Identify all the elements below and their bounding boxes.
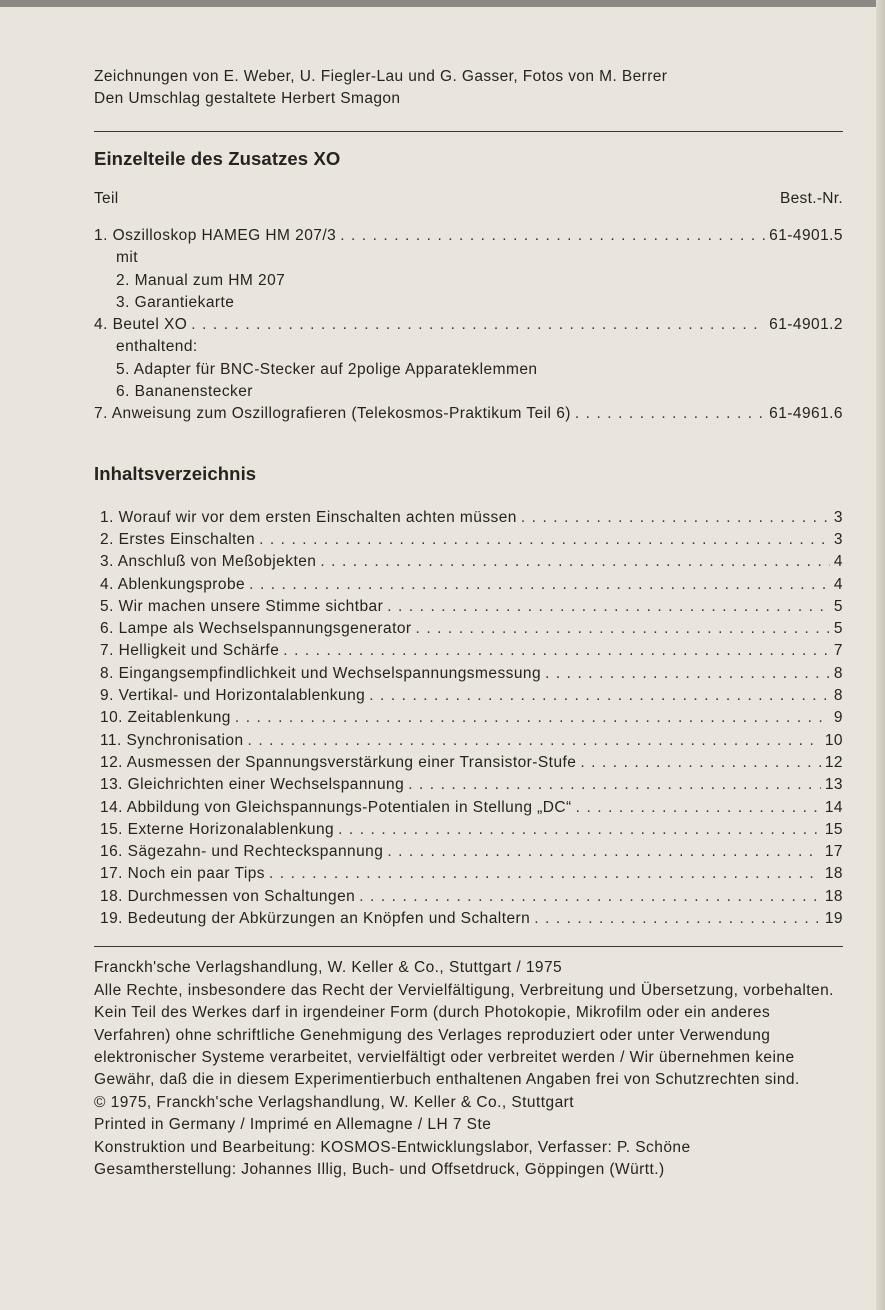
toc-entry-label: 5. Wir machen unsere Stimme sichtbar <box>100 597 384 615</box>
dot-leader <box>340 225 765 247</box>
toc-entry-number: 3 <box>833 508 843 526</box>
toc-entry <box>100 730 843 752</box>
parts-column-headers <box>94 190 843 208</box>
toc-entry-number: 18 <box>824 865 843 883</box>
parts-item-number: 61-4901.2 <box>769 316 843 334</box>
document-page <box>94 66 843 1181</box>
dot-leader <box>575 403 765 425</box>
toc-entry-number: 9 <box>833 709 843 727</box>
toc-entry <box>100 507 843 529</box>
parts-item-label: 5. Adapter für BNC-Stecker auf 2polige Apparateklemmen <box>116 360 538 378</box>
toc-entry <box>100 551 843 573</box>
toc-entry-number: 4 <box>833 575 843 593</box>
dot-leader <box>387 596 830 618</box>
column-header-part: Teil <box>94 190 119 207</box>
toc-entry <box>100 886 843 908</box>
toc-entry-label: 1. Worauf wir vor dem ersten Einschalten achten müssen <box>100 508 517 526</box>
toc-entry-label: 13. Gleichrichten einer Wechselspannung <box>100 776 405 794</box>
toc-entry-label: 8. Eingangsempfindlichkeit und Wechselspannungsmessung <box>100 664 542 682</box>
toc-entry-label: 18. Durchmessen von Schaltungen <box>100 887 356 905</box>
parts-item-label: 3. Garantiekarte <box>116 293 235 311</box>
toc-entry <box>100 596 843 618</box>
toc-entry <box>100 685 843 707</box>
toc-entry-number: 5 <box>833 597 843 615</box>
dot-leader <box>387 841 821 863</box>
imprint-block <box>94 957 843 1181</box>
publisher-line: Franckh'sche Verlagshandlung, W. Keller & Co., Stuttgart / 1975 <box>94 959 563 977</box>
toc-entry <box>100 663 843 685</box>
rights-paragraph: Alle Rechte, insbesondere das Recht der Vervielfältigung, Verbreitung und Übersetzung, vorbehalten. Kein Teil des Werkes darf in irgendeiner Form (durch Photokopie, Mikrofilm oder ein anderes Verfahren) ohne schriftliche Genehmigung des Verlages reproduziert oder unter Verwendung elektronischer Systeme verarbeitet, vervielfältigt oder verbreitet werden / Wir übernehmen keine Gewähr, daß die in diesem Experimentierbuch enthaltenen Angaben frei von Schutzrechten sind. <box>94 981 834 1089</box>
page-right-edge <box>876 0 885 1310</box>
dot-leader <box>359 886 821 908</box>
toc-entry <box>100 774 843 796</box>
parts-item <box>94 247 843 269</box>
production-line: Gesamtherstellung: Johannes Illig, Buch- und Offsetdruck, Göppingen (Württ.) <box>94 1160 665 1178</box>
parts-item-number: 61-4901.5 <box>769 227 843 244</box>
dot-leader <box>283 640 830 662</box>
toc-entry-number: 8 <box>833 664 843 682</box>
toc-entry <box>100 841 843 863</box>
toc-entry-number: 8 <box>833 687 843 705</box>
parts-item-label: 2. Manual zum HM 207 <box>116 271 286 289</box>
parts-item-label: 6. Bananenstecker <box>116 383 253 401</box>
toc-entry-number: 14 <box>824 798 843 816</box>
toc-entry-number: 12 <box>824 753 843 771</box>
parts-item-label: 7. Anweisung zum Oszillografieren (Telekosmos-Praktikum Teil 6) <box>94 405 571 423</box>
dot-leader <box>521 507 830 529</box>
parts-item-label: enthaltend: <box>116 338 198 356</box>
dot-leader <box>576 797 821 819</box>
toc-entry-number: 13 <box>824 776 843 794</box>
toc-heading: Inhaltsverzeichnis <box>94 462 257 484</box>
parts-item-number: 61-4961.6 <box>769 405 843 423</box>
toc-entry-label: 17. Noch ein paar Tips <box>100 865 265 883</box>
dot-leader <box>235 707 830 729</box>
toc-entry-label: 9. Vertikal- und Horizontalablenkung <box>100 687 366 705</box>
toc-entry <box>100 752 843 774</box>
toc-entry-label: 6. Lampe als Wechselspannungsgenerator <box>100 620 412 638</box>
toc-entry <box>100 819 843 841</box>
toc-entry-label: 11. Synchronisation <box>100 731 244 749</box>
toc-entry-label: 19. Bedeutung der Abkürzungen an Knöpfen und Schaltern <box>100 910 531 928</box>
parts-item-label: mit <box>116 249 139 267</box>
dot-leader <box>320 551 830 573</box>
toc-entry-number: 15 <box>824 820 843 838</box>
toc-entry <box>100 574 843 596</box>
dot-leader <box>248 730 821 752</box>
dot-leader <box>269 863 821 885</box>
toc-entry-number: 4 <box>833 553 843 571</box>
toc-entry <box>100 707 843 729</box>
divider <box>94 131 843 132</box>
parts-item <box>94 359 843 381</box>
credits-block <box>94 66 843 110</box>
dot-leader <box>545 663 830 685</box>
dot-leader <box>580 752 821 774</box>
credits-line: Den Umschlag gestaltete Herbert Smagon <box>94 90 401 107</box>
toc-entry-label: 4. Ablenkungsprobe <box>100 575 246 593</box>
parts-item <box>94 314 843 336</box>
divider <box>94 946 843 947</box>
construction-line: Konstruktion und Bearbeitung: KOSMOS-Entwicklungslabor, Verfasser: P. Schöne <box>94 1138 691 1156</box>
parts-item-label: 4. Beutel XO <box>94 316 188 334</box>
parts-item <box>94 381 843 403</box>
parts-item <box>94 336 843 358</box>
dot-leader <box>259 529 830 551</box>
toc-entry <box>100 863 843 885</box>
toc-entry <box>100 908 843 930</box>
parts-item <box>94 270 843 292</box>
toc-entry-label: 15. Externe Horizonalablenkung <box>100 820 335 838</box>
dot-leader <box>191 314 765 336</box>
toc-entry-label: 3. Anschluß von Meßobjekten <box>100 553 317 571</box>
parts-item-label: 1. Oszilloskop HAMEG HM 207/3 <box>94 227 337 244</box>
dot-leader <box>416 618 830 640</box>
parts-list <box>94 225 843 426</box>
toc-list <box>94 507 843 931</box>
copyright-line: © 1975, Franckh'sche Verlagshandlung, W. Keller & Co., Stuttgart <box>94 1093 575 1111</box>
toc-entry-label: 16. Sägezahn- und Rechteckspannung <box>100 843 384 861</box>
toc-entry <box>100 529 843 551</box>
dot-leader <box>369 685 830 707</box>
toc-entry-label: 12. Ausmessen der Spannungsverstärkung einer Transistor-Stufe <box>100 753 577 771</box>
toc-entry-label: 2. Erstes Einschalten <box>100 530 256 548</box>
toc-entry <box>100 640 843 662</box>
column-header-order-number: Best.-Nr. <box>780 190 843 207</box>
toc-entry <box>100 797 843 819</box>
toc-entry-label: 10. Zeitablenkung <box>100 709 231 727</box>
dot-leader <box>249 574 830 596</box>
toc-entry-label: 14. Abbildung von Gleichspannungs-Potentialen in Stellung „DC“ <box>100 798 572 816</box>
parts-item <box>94 403 843 425</box>
toc-entry-label: 7. Helligkeit und Schärfe <box>100 642 280 660</box>
toc-entry-number: 10 <box>824 731 843 749</box>
toc-entry-number: 7 <box>833 642 843 660</box>
credits-line: Zeichnungen von E. Weber, U. Fiegler-Lau und G. Gasser, Fotos von M. Berrer <box>94 68 668 85</box>
page-top-edge <box>0 0 885 7</box>
toc-entry-number: 5 <box>833 620 843 638</box>
dot-leader <box>408 774 821 796</box>
parts-heading: Einzelteile des Zusatzes XO <box>94 148 341 169</box>
toc-entry-number: 19 <box>824 910 843 928</box>
toc-entry-number: 17 <box>824 843 843 861</box>
toc-entry-number: 18 <box>824 887 843 905</box>
toc-entry <box>100 618 843 640</box>
dot-leader <box>534 908 821 930</box>
parts-item <box>94 225 843 247</box>
parts-item <box>94 292 843 314</box>
toc-entry-number: 3 <box>833 530 843 548</box>
dot-leader <box>338 819 821 841</box>
printed-line: Printed in Germany / Imprimé en Allemagne / LH 7 Ste <box>94 1116 492 1134</box>
